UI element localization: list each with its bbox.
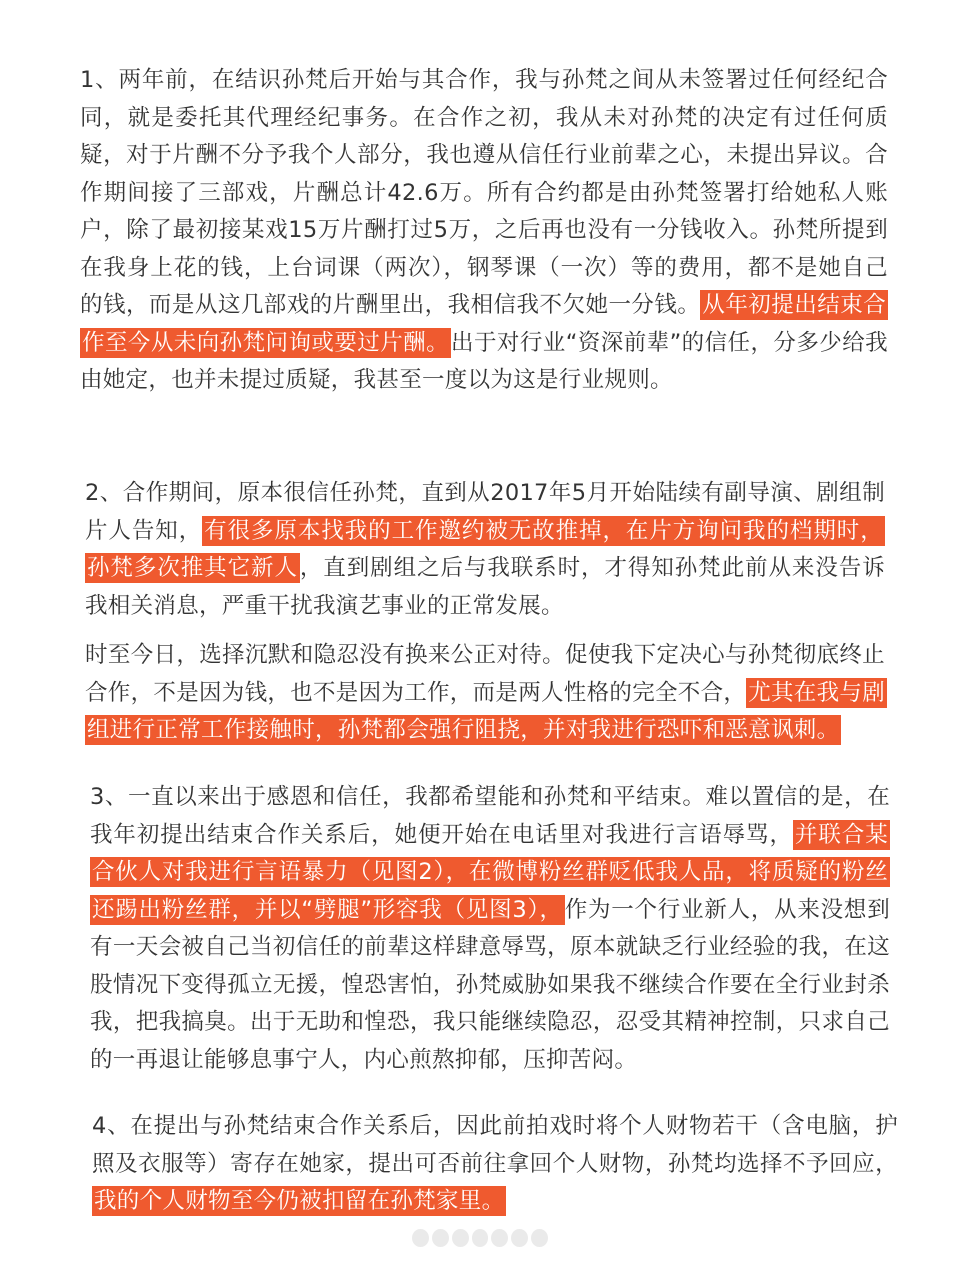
paragraph-1 xyxy=(80,62,888,400)
paragraph-1-highlight: 从年初提出结束合作至今从未向孙梵问询或要过片酬。 xyxy=(82,292,886,356)
paragraph-3-highlight: 尤其在我与剧组进行正常工作接触时，孙梵都会强行阻挠，并对我进行恐吓和恶意讽刺。 xyxy=(87,679,886,743)
paragraph-2-text: 2、合作期间，原本很信任孙梵，直到从2017年5月开始陆续有副导演、剧组制片人告知， xyxy=(85,480,885,544)
watermark-logo xyxy=(412,1229,548,1249)
paragraph-4-tail: 作为一个行业新人，从来没想到有一天会被自己当初信任的前辈这样肆意辱骂，原本就缺乏行业经验的我，在这股情况下变得孤立无援，惶恐害怕，孙梵威胁如果我不继续合作要在全行业封杀我，把我搞臭。出于无助和惶恐，我只能继续隐忍，忍受其精神控制，只求自己的一再退让能够息事宁人，内心煎熬抑郁，压抑苦闷。 xyxy=(90,896,890,1073)
paragraph-3 xyxy=(85,637,885,750)
paragraph-4 xyxy=(90,779,890,1079)
paragraph-1-tail: 出于对行业“资深前辈”的信任，分多少给我由她定，也并未提过质疑，我甚至一度以为这是行业规则。 xyxy=(80,329,888,393)
paragraph-5-text: 4、在提出与孙梵结束合作关系后，因此前拍戏时将个人财物若干（含电脑，护照及衣服等）寄存在她家，提出可否前往拿回个人财物，孙梵均选择不予回应， xyxy=(92,1113,898,1177)
paragraph-2-tail: ，直到剧组之后与我联系时，才得知孙梵此前从来没告诉我相关消息，严重干扰我演艺事业的正常发展。 xyxy=(85,555,885,619)
paragraph-1-text: 1、两年前，在结识孙梵后开始与其合作，我与孙梵之间从未签署过任何经纪合同，就是委托其代理经纪事务。在合作之初，我从未对孙梵的决定有过任何质疑，对于片酬不分予我个人部分，我也遵从信任行业前辈之心，未提出异议。合作期间接了三部戏，片酬总计42.6万。所有合约都是由孙梵签署打给她私人账户，除了最初接某戏15万片酬打过5万，之后再也没有一分钱收入。孙梵所提到在我身上花的钱，上台词课（两次），钢琴课（一次）等的费用，都不是她自己的钱，而是从这几部戏的片酬里出，我相信我不欠她一分钱。 xyxy=(80,67,888,318)
paragraph-2 xyxy=(85,475,885,625)
paragraph-3-text: 时至今日，选择沉默和隐忍没有换来公正对待。促使我下定决心与孙梵彻底终止合作，不是因为钱，也不是因为工作，而是两人性格的完全不合， xyxy=(85,642,885,706)
paragraph-2-highlight: 有很多原本找我的工作邀约被无故推掉，在片方询问我的档期时，孙梵多次推其它新人 xyxy=(87,517,883,581)
paragraph-4-highlight: 并联合某合伙人对我进行言语暴力（见图2），在微博粉丝群贬低我人品，将质疑的粉丝还踢出粉丝群，并以“劈腿”形容我（见图3）， xyxy=(92,821,888,923)
paragraph-4-text: 3、一直以来出于感恩和信任，我都希望能和孙梵和平结束。难以置信的是，在我年初提出结束合作关系后，她便开始在电话里对我进行言语辱骂， xyxy=(90,784,890,848)
paragraph-5 xyxy=(92,1108,898,1221)
paragraph-5-highlight: 我的个人财物至今仍被扣留在孙梵家里。 xyxy=(94,1188,505,1214)
